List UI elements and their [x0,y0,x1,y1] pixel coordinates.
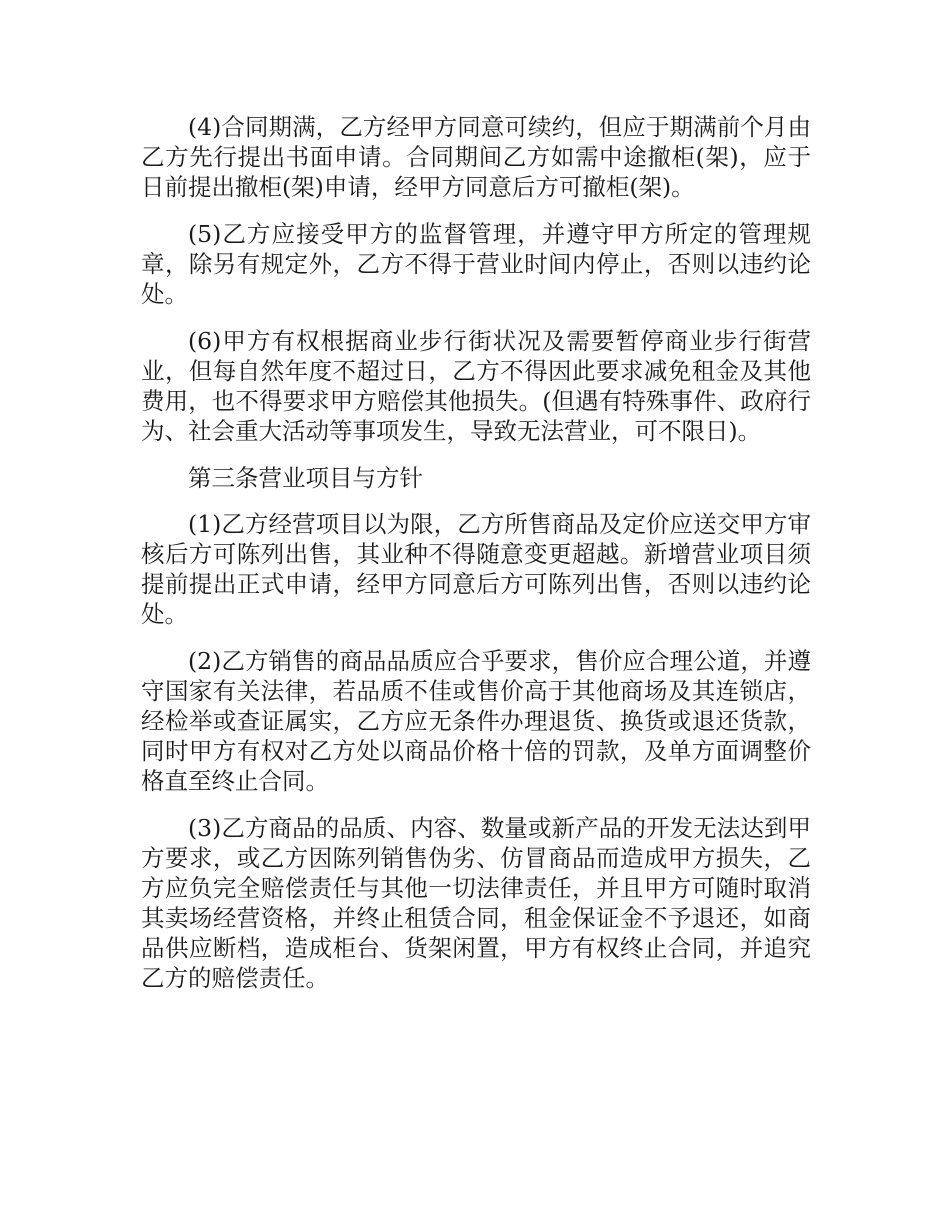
clause-paragraph-2: (2)乙方销售的商品品质应合乎要求，售价应合理公道，并遵守国家有关法律，若品质不佳或售价高于其他商场及其连锁店，经检举或查证属实，乙方应无条件办理退货、换货或退还货款，同时甲方有权对乙方处以商品价格十倍的罚款，及单方面调整价格直至终止合同。 [141,647,811,795]
section-heading-article-3: 第三条营业项目与方针 [188,464,423,492]
clause-paragraph-6: (6)甲方有权根据商业步行街状况及需要暂停商业步行街营业，但每自然年度不超过日，乙方不得因此要求减免租金及其他费用，也不得要求甲方赔偿其他损失。(但遇有特殊事件、政府行为、社会重大活动等事项发生，导致无法营业，可不限日)。 [141,327,811,445]
document-body [141,112,811,1010]
clause-paragraph-3: (3)乙方商品的品质、内容、数量或新产品的开发无法达到甲方要求，或乙方因陈列销售伪劣、仿冒商品而造成甲方损失，乙方应负完全赔偿责任与其他一切法律责任，并且甲方可随时取消其卖场经营资格，并终止租赁合同，租金保证金不予退还，如商品供应断档，造成柜台、货架闲置，甲方有权终止合同，并追究乙方的赔偿责任。 [141,814,811,992]
clause-paragraph-1: (1)乙方经营项目以为限，乙方所售商品及定价应送交甲方审核后方可陈列出售，其业种不得随意变更超越。新增营业项目须提前提出正式申请，经甲方同意后方可陈列出售，否则以违约论处。 [141,510,811,628]
clause-paragraph-5: (5)乙方应接受甲方的监督管理，并遵守甲方所定的管理规章，除另有规定外，乙方不得于营业时间内停止，否则以违约论处。 [141,220,811,308]
clause-paragraph-4: (4)合同期满，乙方经甲方同意可续约，但应于期满前个月由乙方先行提出书面申请。合同期间乙方如需中途撤柜(架)，应于日前提出撤柜(架)申请，经甲方同意后方可撤柜(架)。 [141,113,811,201]
